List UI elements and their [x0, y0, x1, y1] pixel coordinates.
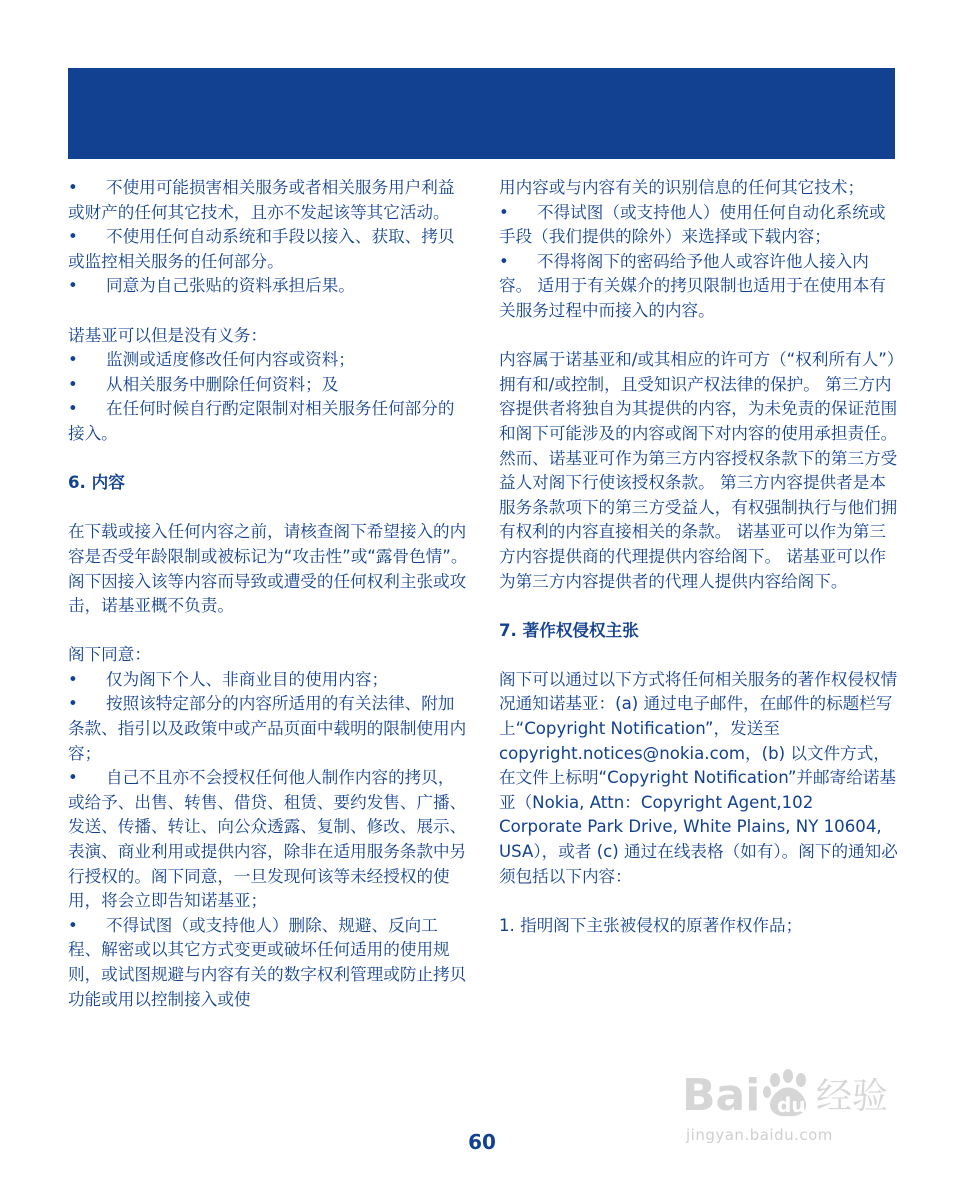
bullet-item	[68, 692, 468, 766]
bullet-item	[499, 201, 899, 250]
bullet-item	[68, 176, 468, 225]
paragraph: 阁下同意：	[68, 645, 151, 665]
bullet-marker: •	[499, 251, 509, 271]
right-column	[499, 176, 899, 938]
bullet-marker: •	[68, 915, 78, 935]
bullet-item	[68, 766, 468, 914]
bullet-item	[68, 348, 468, 373]
left-column	[68, 176, 468, 1012]
bullet-text: 监测或适度修改任何内容或资料；	[106, 350, 355, 370]
bullet-text: 不使用可能损害相关服务或者相关服务用户利益或财产的任何其它技术，且亦不发起该等其它活动。	[68, 178, 455, 222]
bullet-text: 仅为阁下个人、非商业目的使用内容；	[106, 669, 389, 689]
paragraph: 阁下可以通过以下方式将任何相关服务的著作权侵权情况通知诺基亚：(a) 通过电子邮件，在邮件的标题栏写上“Copyright Notification”，发送至 copyright.notices@nokia.com，(b) 以文件方式，在文件上标明“Copyright Notification”并邮寄给诺基亚（Nokia, Attn：Copyright Agent,102 Corporate Park Drive, White Plains, NY 10604, USA），或者 (c) 通过在线表格（如有）。阁下的通知必须包括以下内容：	[499, 669, 898, 886]
bullet-text: 同意为自己张贴的资料承担后果。	[106, 276, 355, 296]
baidu-jingyan-logo	[680, 1062, 910, 1124]
bullet-marker: •	[68, 178, 78, 197]
section-heading: 7. 著作权侵权主张	[499, 620, 639, 640]
bullet-item	[68, 225, 468, 274]
bullet-marker: •	[68, 768, 78, 788]
bullet-text: 自己不且亦不会授权任何他人制作内容的拷贝，或给予、出售、转售、借贷、租赁、要约发售、广播、发送、传播、转让、向公众透露、复制、修改、展示、表演、商业利用或提供内容，除非在适用服务条款中另行授权的。阁下同意，一旦发现何该等未经授权的使用，将会立即告知诺基亚；	[68, 768, 467, 911]
bullet-item	[68, 914, 468, 1012]
watermark-url: jingyan.baidu.com	[686, 1126, 833, 1144]
bullet-marker: •	[68, 276, 78, 296]
paragraph-gap	[68, 496, 468, 521]
bullet-text: 不得试图（或支持他人）删除、规避、反向工程、解密或以其它方式变更或破坏任何适用的使用规则，或试图规避与内容有关的数字权利管理或防止拷贝功能或用以控制接入或使	[68, 915, 467, 1009]
bullet-item	[68, 274, 468, 299]
paragraph: 用内容或与内容有关的识别信息的任何其它技术；	[499, 178, 865, 197]
section-heading: 6. 内容	[68, 473, 125, 493]
svg-text:经验: 经验	[816, 1076, 889, 1117]
bullet-item	[499, 250, 899, 324]
bullet-marker: •	[68, 669, 78, 689]
bullet-marker: •	[68, 350, 78, 370]
bullet-text: 不得试图（或支持他人）使用任何自动化系统或手段（我们提供的除外）来选择或下载内容；	[499, 202, 886, 247]
paragraph-gap	[499, 594, 899, 619]
baidu-watermark	[680, 1062, 910, 1152]
bullet-marker: •	[68, 399, 78, 419]
bullet-marker: •	[68, 374, 78, 394]
paragraph: 内容属于诺基亚和/或其相应的许可方（“权利所有人”）拥有和/或控制，且受知识产权法律的保护。 第三方内容提供者将独自为其提供的内容，为未免责的保证范围和阁下可能涉及的内容或阁下对内容的使用承担责任。 然而、诺基亚可作为第三方内容授权条款下的第三方受益人对阁下行使该授权条款。 第三方内容提供者是本服务条款项下的第三方受益人，有权强制执行与他们拥有权利的内容直接相关的条款。 诺基亚可以作为第三方内容提供商的代理提供内容给阁下。 诺基亚可以作为第三方内容提供者的代理人提供内容给阁下。	[499, 350, 898, 591]
svg-text:Bai: Bai	[682, 1070, 761, 1121]
paragraph-gap	[499, 324, 899, 349]
bullet-text: 不得将阁下的密码给予他人或容许他人接入内容。 适用于有关媒介的拷贝限制也适用于在使用本有关服务过程中而接入的内容。	[499, 251, 886, 320]
bullet-text: 在任何时候自行酌定限制对相关服务任何部分的接入。	[68, 399, 455, 443]
svg-text:du: du	[777, 1093, 806, 1117]
paragraph-gap	[499, 643, 899, 668]
bullet-marker: •	[68, 694, 78, 714]
paragraph-gap	[68, 619, 468, 644]
bullet-item	[68, 668, 468, 693]
bullet-item	[68, 397, 468, 446]
page-number: 60	[468, 1130, 496, 1154]
paragraph-gap	[499, 889, 899, 914]
bullet-item	[68, 373, 468, 398]
paragraph: 在下载或接入任何内容之前，请核查阁下希望接入的内容是否受年龄限制或被标记为“攻击性”或“露骨色情”。 阁下因接入该等内容而导致或遭受的任何权利主张或攻击，诺基亚概不负责。	[68, 522, 468, 616]
bullet-marker: •	[68, 227, 78, 247]
paragraph-gap	[68, 447, 468, 472]
bullet-text: 从相关服务中删除任何资料；及	[106, 374, 339, 394]
bullet-text: 不使用任何自动系统和手段以接入、获取、拷贝或监控相关服务的任何部分。	[68, 227, 455, 271]
paragraph: 1. 指明阁下主张被侵权的原著作权作品；	[499, 915, 803, 935]
paragraph: 诺基亚可以但是没有义务：	[68, 325, 268, 345]
bullet-marker: •	[499, 202, 509, 222]
paragraph-gap	[68, 299, 468, 324]
bullet-text: 按照该特定部分的内容所适用的有关法律、附加条款、指引以及政策中或产品页面中载明的限制使用内容；	[68, 694, 467, 763]
header-band	[68, 68, 895, 159]
